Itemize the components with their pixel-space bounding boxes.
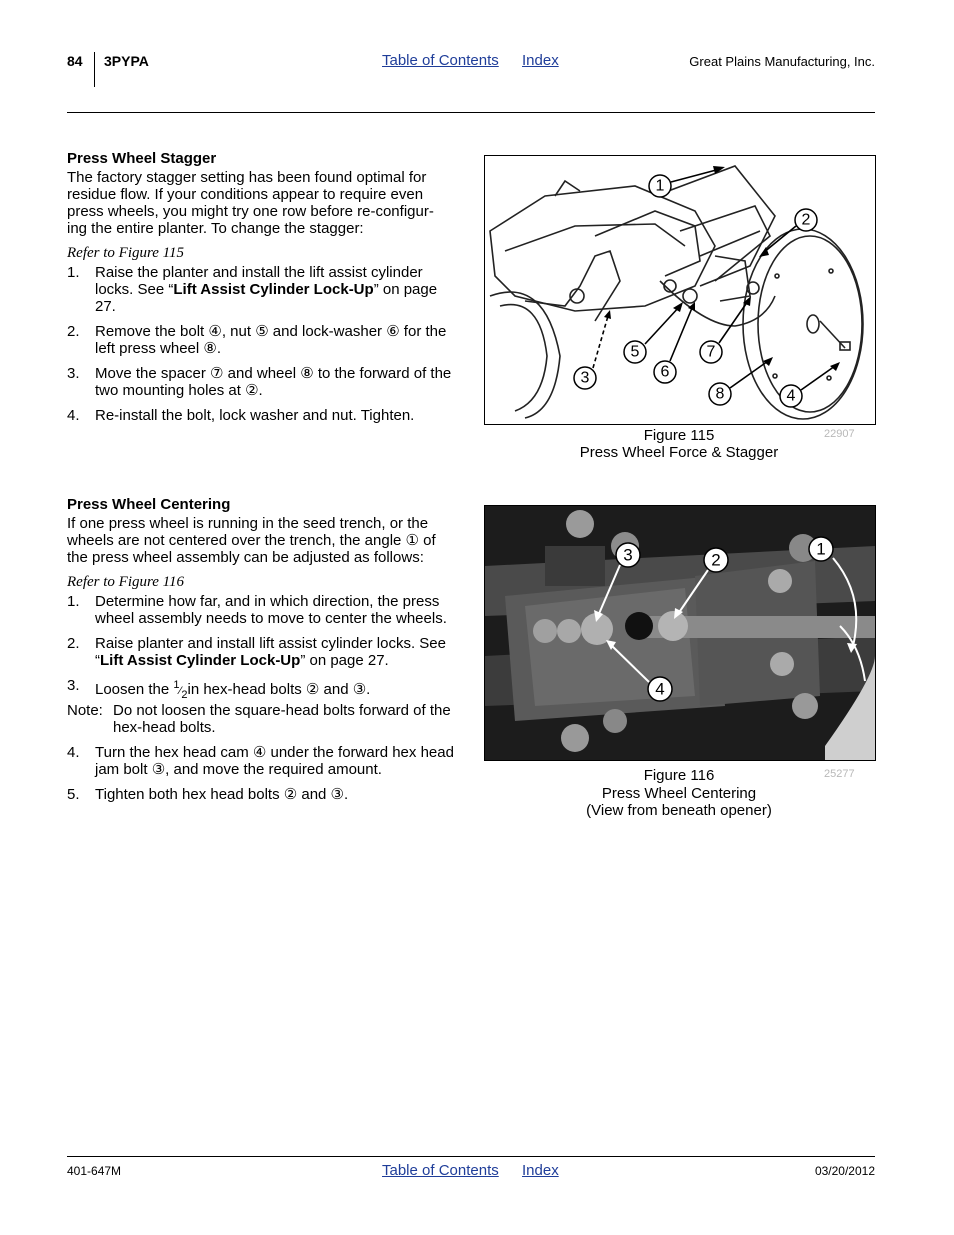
figure-116-caption-line2: (View from beneath opener) xyxy=(586,802,772,819)
fraction-numerator: 1 xyxy=(173,679,180,691)
callout-4: 4 xyxy=(786,387,796,405)
centering-step-4: 4. Turn the hex head cam ④ under the forward hex head jam bolt ③, and move the required amount. xyxy=(67,744,454,778)
stagger-step-4: 4. Re-install the bolt, lock washer and nut. Tighten. xyxy=(67,407,415,424)
stagger-step-2: 2. Remove the bolt ④, nut ⑤ and lock-washer ⑥ for the left press wheel ⑧. xyxy=(67,323,447,357)
figure-116-caption-line1: Press Wheel Centering xyxy=(601,785,757,802)
footer-rule xyxy=(67,1156,875,1157)
stagger-intro xyxy=(67,169,467,237)
revision-date: 03/20/2012 xyxy=(814,1164,875,1178)
page-number: 84 xyxy=(67,53,83,69)
centering-step-3: 3. Loosen the $^1⁄_2in$ hex-head bolts ② and ③. xyxy=(67,677,371,701)
intro-line: The factory stagger setting has been found optimal for xyxy=(67,169,427,186)
header-index-link[interactable]: Index xyxy=(522,52,559,69)
intro-line: If one press wheel is running in the seed trench, or the xyxy=(67,515,429,532)
figure-116-id: 25277 xyxy=(824,768,855,780)
header-toc-link[interactable]: Table of Contents xyxy=(382,52,499,69)
fraction-denominator: 2 xyxy=(181,689,188,701)
section-title-centering: Press Wheel Centering xyxy=(67,496,231,513)
doc-number: 401-647M xyxy=(67,1164,122,1178)
header-rule xyxy=(67,112,875,113)
figure-116-label: Figure 116 xyxy=(643,767,715,784)
callout-2: 2 xyxy=(711,550,721,570)
callout-1: 1 xyxy=(816,539,826,559)
section-title-stagger: Press Wheel Stagger xyxy=(67,150,217,167)
centering-step-1: 1. Determine how far, and in which direction, the press wheel assembly needs to move to center the wheels. xyxy=(67,593,447,627)
centering-step-2: 2. Raise planter and install lift assist cylinder locks. See “Lift Assist Cylinder Lock-Up” on page 27. xyxy=(67,635,446,669)
callout-8: 8 xyxy=(715,385,725,403)
press-wheel-line-drawing xyxy=(485,156,875,424)
intro-line: the press wheel assembly can be adjusted as follows: xyxy=(67,549,424,566)
intro-line: ing the entire planter. To change the stagger: xyxy=(67,220,364,237)
stagger-step-1: 1. Raise the planter and install the lift assist cylinder locks. See “Lift Assist Cylinder Lock-Up” on page 27. xyxy=(67,264,438,315)
figure-115-label: Figure 115 xyxy=(643,427,715,444)
lift-assist-link[interactable]: Lift Assist Cylinder Lock-Up xyxy=(100,652,301,669)
centering-intro xyxy=(67,515,467,566)
note-text: Do not loosen the square-head bolts forward of the hex-head bolts. xyxy=(113,702,451,736)
model-name: 3PYPA xyxy=(104,53,149,69)
note-label: Note: xyxy=(67,702,103,719)
footer-toc-link[interactable]: Table of Contents xyxy=(382,1162,499,1179)
callout-1: 1 xyxy=(655,177,665,195)
intro-line: wheels are not centered over the trench, the angle ① of xyxy=(67,532,436,549)
callout-3: 3 xyxy=(623,545,633,565)
intro-line: residue flow. If your conditions appear to require even xyxy=(67,186,424,203)
footer-index-link[interactable]: Index xyxy=(522,1162,559,1179)
lift-assist-link[interactable]: Lift Assist Cylinder Lock-Up xyxy=(173,281,374,298)
stagger-step-3: 3. Move the spacer ⑦ and wheel ⑧ to the forward of the two mounting holes at ②. xyxy=(67,365,452,399)
callout-4: 4 xyxy=(655,679,665,699)
intro-line: press wheels, you might try one row before re-configur- xyxy=(67,203,434,220)
callout-7: 7 xyxy=(706,343,716,361)
company-name: Great Plains Manufacturing, Inc. xyxy=(689,54,875,69)
centering-note xyxy=(67,702,459,736)
figure-115-image xyxy=(484,155,876,425)
fraction-slash: ⁄ xyxy=(179,685,182,697)
refer-figure-115: Refer to Figure 115 xyxy=(67,245,185,261)
callout-5: 5 xyxy=(630,343,640,361)
figure-115-caption: Press Wheel Force & Stagger xyxy=(579,444,779,461)
figure-115-id: 22907 xyxy=(824,428,855,440)
refer-figure-116: Refer to Figure 116 xyxy=(67,574,185,590)
header-divider xyxy=(94,52,95,87)
figure-116-photo xyxy=(484,505,876,761)
callout-3: 3 xyxy=(580,369,590,387)
press-wheel-centering-photo xyxy=(485,506,875,760)
centering-step-5: 5. Tighten both hex head bolts ② and ③. xyxy=(67,786,349,803)
callout-6: 6 xyxy=(660,363,670,381)
callout-2: 2 xyxy=(801,211,811,229)
